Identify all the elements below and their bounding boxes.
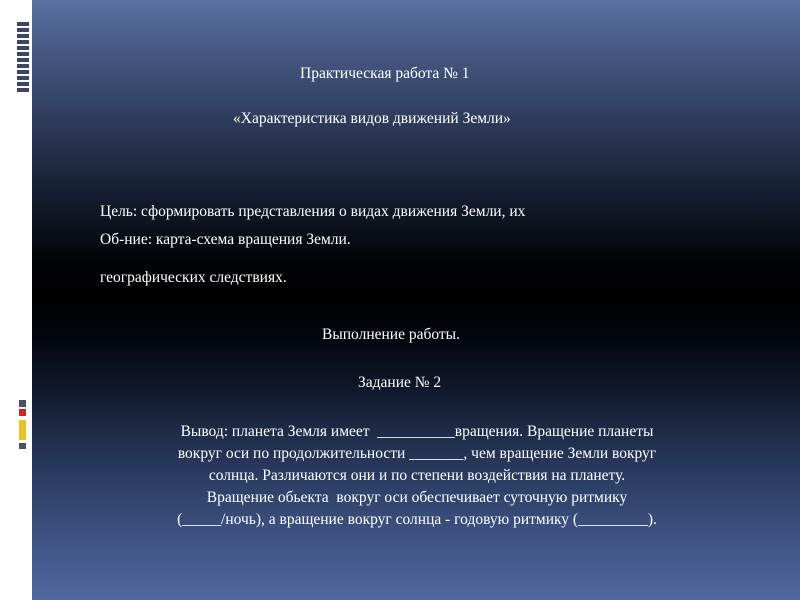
conclusion-text bbox=[92, 421, 742, 531]
conclusion-line: (_____/ночь), а вращение вокруг солнца - годовую ритмику (_________). bbox=[177, 511, 657, 528]
decorative-marker-yellow bbox=[19, 420, 26, 440]
decorative-bars-top bbox=[17, 22, 29, 94]
slide-subtitle: «Характеристика видов движений Земли» bbox=[233, 110, 511, 127]
conclusion-line: Вращение обьекта вокруг оси обеспечивает суточную ритмику bbox=[206, 489, 628, 506]
conclusion-line: Вывод: планета Земля имеет __________вращения. Вращение планеты bbox=[180, 423, 654, 440]
equipment-text: Об-ние: карта-схема вращения Земли. bbox=[100, 231, 351, 248]
execution-heading: Выполнение работы. bbox=[322, 326, 460, 343]
decorative-marker-gray bbox=[19, 400, 26, 407]
conclusion-line: вокруг оси по продолжительности _______, чем вращение Земли вокруг bbox=[177, 445, 657, 462]
conclusion-line: солнца. Различаются они и по степени воздействия на планету. bbox=[208, 467, 626, 484]
decorative-marker-red bbox=[19, 409, 26, 416]
goal-line: географических следствиях. bbox=[100, 269, 287, 286]
decorative-marker-gray-bottom bbox=[19, 443, 26, 449]
goal-line: Цель: сформировать представления о видах движения Земли, их bbox=[100, 203, 526, 220]
task-heading: Задание № 2 bbox=[358, 374, 442, 391]
slide-title: Практическая работа № 1 bbox=[300, 65, 470, 82]
